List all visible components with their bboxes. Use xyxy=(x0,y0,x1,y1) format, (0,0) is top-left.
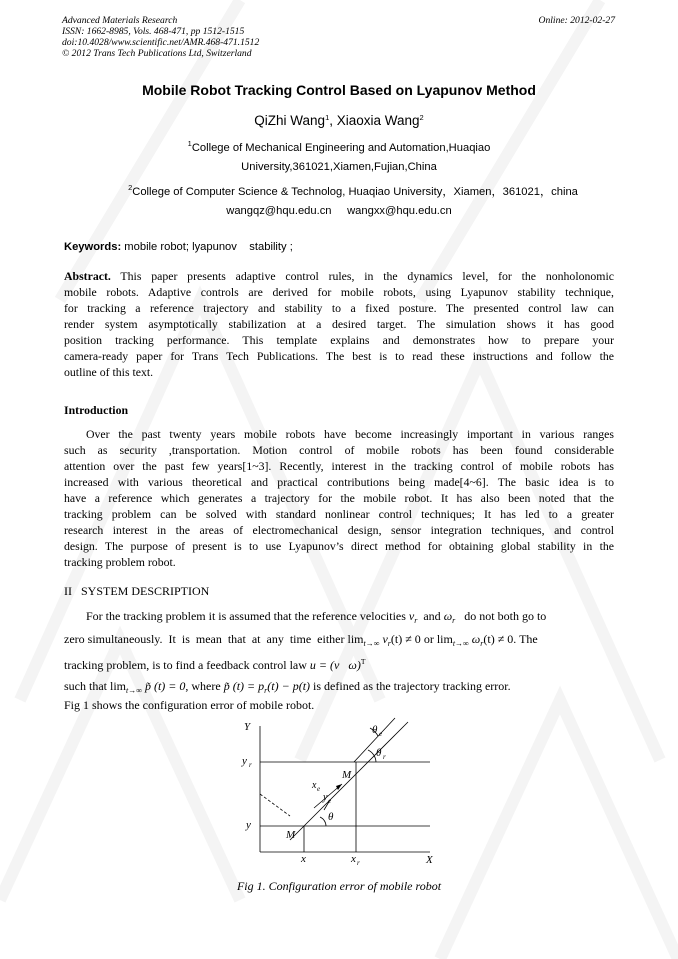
text-run: such that xyxy=(64,679,107,693)
journal-name: Advanced Materials Research xyxy=(62,15,178,26)
author-1: QiZhi Wang xyxy=(254,113,326,128)
abstract-line: render system asymptotically stabilization at a desired target. The simulation shows it has good xyxy=(64,317,614,331)
affiliation-2 xyxy=(14,183,678,199)
fig-sub-r: r xyxy=(249,761,252,769)
authors xyxy=(0,113,678,128)
fig-sub-e: e xyxy=(379,730,383,738)
fig-sub-e: e xyxy=(317,785,321,793)
abstract xyxy=(64,268,614,380)
intro-line: Over the past twenty years mobile robots have become increasingly important in various ranges xyxy=(86,427,614,441)
author-1-sup: 1 xyxy=(325,113,330,122)
math-neq: (t) ≠ 0 xyxy=(483,632,514,646)
robot-heading-line xyxy=(290,722,408,840)
fig-label-Y: Y xyxy=(244,721,251,733)
affiliation-1-line-1 xyxy=(0,139,678,154)
math-sub: r xyxy=(414,616,418,625)
math-sub: t→∞ xyxy=(363,639,380,648)
system-line-1 xyxy=(86,609,546,625)
math-w: ω xyxy=(471,632,481,646)
text-run: , where xyxy=(185,679,221,693)
text-run: For the tracking problem it is assumed that the reference velocities xyxy=(86,609,406,623)
math-pdef2: (t) − p(t) xyxy=(267,679,311,693)
math-sub: t→∞ xyxy=(126,686,142,695)
math-pdef: p̃ (t) = p xyxy=(223,679,265,693)
aff1-sup: 1 xyxy=(187,139,192,148)
figure-caption: Fig 1. Configuration error of mobile robot xyxy=(236,879,442,893)
author-2: , Xiaoxia Wang xyxy=(329,113,420,128)
fig-label-theta-r: θ xyxy=(376,747,382,759)
intro-line: research interest in the areas of electromechanical design, sensor integration techniques, and control xyxy=(64,523,614,537)
fig-label-x: x xyxy=(301,853,306,865)
configuration-error-figure xyxy=(230,716,440,866)
issn-line: ISSN: 1662-8985, Vols. 468-471, pp 1512-1515 xyxy=(62,26,245,37)
abstract-line-text: This paper presents adaptive control rules, in the dynamics level, for the nonholonomic xyxy=(110,269,614,283)
author-2-sup: 2 xyxy=(419,113,424,122)
theta-r-arc xyxy=(368,750,376,762)
intro-line: such as security ,transportation. Motion control of mobile robots has been found considerable xyxy=(64,443,614,457)
fig-label-xe: x xyxy=(312,780,317,791)
aff2-text: College of Computer Science & Technolog, Huaqiao University，Xiamen，361021，china xyxy=(132,186,578,198)
fig-label-xr: x xyxy=(351,853,356,865)
abstract-label: Abstract. xyxy=(64,269,111,283)
text-run: do not both go to xyxy=(464,609,547,623)
keywords xyxy=(64,241,293,253)
text-run: is defined as the trajectory tracking error. xyxy=(313,679,511,693)
theta-arc xyxy=(320,817,326,826)
math-p: p̃ (t) = 0 xyxy=(144,679,186,693)
system-line-5: Fig 1 shows the configuration error of mobile robot. xyxy=(64,698,315,712)
introduction-heading: Introduction xyxy=(64,403,129,417)
fig-sub-r: r xyxy=(383,753,386,761)
keywords-label: Keywords: xyxy=(64,241,122,253)
fig-label-y: y xyxy=(246,819,251,831)
doi-line: doi:10.4028/www.scientific.net/AMR.468-471.1512 xyxy=(62,37,260,48)
system-line-2 xyxy=(64,632,538,648)
affiliation-1-line-2: University,361021,Xiamen,Fujian,China xyxy=(241,161,437,173)
intro-line: increased with various theoretical and practical contributions being made[4~6]. The basic idea is to xyxy=(64,475,614,489)
math-lim: lim xyxy=(110,679,127,693)
fig-sub-e: e xyxy=(328,797,332,805)
math-v: v xyxy=(382,632,388,646)
copyright-line: © 2012 Trans Tech Publications Ltd, Switzerland xyxy=(62,48,252,59)
text-run: . The xyxy=(513,632,538,646)
math-neq: (t) ≠ 0 xyxy=(390,632,421,646)
intro-line: tracking problem robot. xyxy=(64,555,176,569)
keywords-text: mobile robot; lyapunov stability ; xyxy=(121,241,293,253)
aff2-sup: 2 xyxy=(128,183,133,192)
author-emails: wangqz@hqu.edu.cn wangxx@hqu.edu.cn xyxy=(226,205,452,217)
paper-title: Mobile Robot Tracking Control Based on Lyapunov Method xyxy=(142,82,536,98)
abstract-line xyxy=(64,268,614,284)
math-sub: r xyxy=(387,639,391,648)
online-date: Online: 2012-02-27 xyxy=(538,15,615,26)
math-sub: r xyxy=(452,616,456,625)
abstract-line: for tracking a reference trajectory and stability to a fixed posture. The presented control law can xyxy=(64,301,614,315)
math-sub: t→∞ xyxy=(452,639,469,648)
fig-label-X: X xyxy=(426,854,433,866)
math-u: u = (v ω) xyxy=(309,658,361,672)
intro-line: tracking problem can be solved with standard nonlinear control techniques; It has led to a greater xyxy=(64,507,614,521)
math-lim: lim xyxy=(347,632,364,646)
abstract-line: mobile robots. Adaptive controls are derived for mobile robots, using Lyapunov stability technique, xyxy=(64,285,614,299)
abstract-line: camera-ready paper for Trans Tech Publications. The best is to read these instructions and follow the xyxy=(64,349,614,363)
intro-line: design. The purpose of present is to use Lyapunov’s direct method for obtaining global stability in the xyxy=(64,539,614,553)
fig-sub-r: r xyxy=(357,859,360,866)
text-run: or xyxy=(423,632,434,646)
fig-label-theta: θ xyxy=(328,811,334,823)
text-run: zero simultaneously. It is mean that at any time either xyxy=(64,632,345,646)
math-wr: ω xyxy=(443,609,453,623)
fig-label-Mr: M xyxy=(342,769,352,781)
text-run: and xyxy=(423,609,441,623)
text-run: tracking problem, is to find a feedback control law xyxy=(64,658,307,672)
aff1-text: College of Mechanical Engineering and Automation,Huaqiao xyxy=(191,142,491,154)
introduction-body xyxy=(64,426,614,570)
math-lim: lim xyxy=(436,632,453,646)
system-heading: II SYSTEM DESCRIPTION xyxy=(64,584,210,598)
intro-line: attention over the past few years[1~3]. Recently, interest in the tracking control of mobile robots has xyxy=(64,459,614,473)
intro-line: have a reference which generates a trajectory for the mobile robot. It has also been noted that the xyxy=(64,491,614,505)
fig-label-theta-e: θ xyxy=(372,724,378,736)
abstract-line: position tracking performance. This template explains and demonstrates how to prepare your xyxy=(64,333,614,347)
math-sub: r xyxy=(264,686,268,695)
abstract-line: outline of this text. xyxy=(64,365,154,379)
system-line-3 xyxy=(64,657,365,673)
dashed-incoming xyxy=(260,794,290,816)
math-T: T xyxy=(360,657,366,666)
fig-label-M: M xyxy=(286,829,296,841)
fig-label-ye: y xyxy=(323,792,328,803)
fig-label-yr: y xyxy=(242,755,247,767)
math-sub: r xyxy=(480,639,484,648)
system-line-4 xyxy=(64,679,511,695)
math-vr: v xyxy=(408,609,415,623)
